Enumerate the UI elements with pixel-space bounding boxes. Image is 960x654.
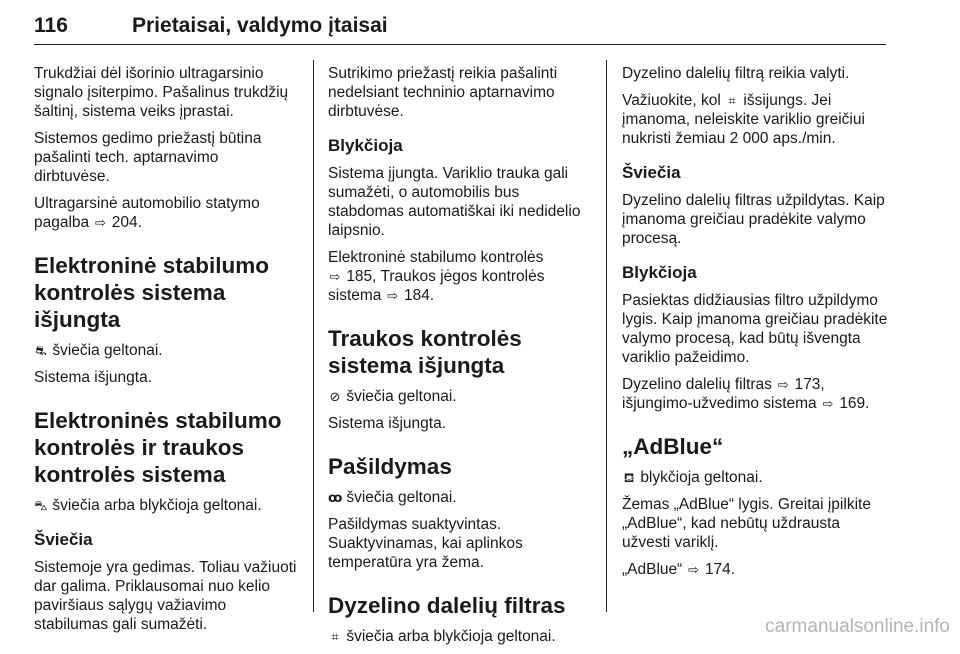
page-header — [34, 14, 886, 45]
esc-off-warning-icon: ⛐ — [35, 343, 47, 358]
paragraph: Dyzelino dalelių filtras užpildytas. Kaip įmanoma greičiau pradėkite valymo procesą. — [622, 192, 885, 247]
paragraph: Dyzelino dalelių filtrą reikia valyti. — [622, 65, 850, 82]
diesel-particle-filter-icon: ⌗ — [728, 93, 736, 108]
text: Ultragarsinė automobilio statymo pagalba — [34, 195, 260, 231]
paragraph: Sistemos gedimo priežastį būtina pašalinti tech. aptarnavimo dirbtuvėse. — [34, 130, 262, 185]
paragraph — [622, 560, 890, 579]
paragraph: Pasiektas didžiausias filtro užpildymo lygis. Kaip įmanoma greičiau pradėkite valymo procesą, kad būtų išvengta variklio pažeidimo. — [622, 292, 888, 366]
text: sistema — [328, 287, 382, 304]
page-reference[interactable]: 169. — [839, 395, 870, 412]
text: šviečia arba blykčioja geltonai. — [346, 628, 556, 645]
reference-arrow-icon: ⇨ — [95, 215, 106, 230]
running-title: Prietaisai, valdymo įtaisai — [132, 14, 388, 37]
text: išsijungs. Jei įmanoma, neleiskite variklio greičiui nukristi žemiau 2 000 aps./min. — [622, 92, 865, 147]
section-heading: Dyzelino dalelių filtras — [328, 593, 566, 618]
paragraph — [34, 194, 298, 232]
paragraph: Sutrikimo priežastį reikia pašalinti nedelsiant techninio aptarnavimo dirbtuvėse. — [328, 65, 558, 120]
subheading: Šviečia — [622, 163, 681, 182]
text: Dyzelino dalelių filtras — [622, 376, 772, 393]
paragraph — [34, 496, 298, 515]
diesel-particle-filter-icon: ⌗ — [331, 629, 339, 644]
reference-arrow-icon: ⇨ — [777, 377, 789, 392]
column-1 — [34, 64, 298, 642]
reference-arrow-icon: ⇨ — [329, 269, 341, 284]
section-heading: Traukos kontrolės sistema išjungta — [328, 326, 522, 378]
paragraph — [328, 387, 590, 406]
column-divider — [606, 60, 607, 612]
paragraph: Žemas „AdBlue“ lygis. Greitai įpilkite „AdBlue“, kad nebūtų uždrausta užvesti variklį. — [622, 496, 871, 551]
section-heading: „AdBlue“ — [622, 434, 724, 459]
paragraph: Sistema išjungta. — [328, 415, 447, 432]
column-3 — [622, 64, 890, 587]
page-number: 116 — [34, 14, 68, 37]
reference-arrow-icon: ⇨ — [688, 562, 700, 577]
column-2 — [328, 64, 590, 654]
reference-arrow-icon: ⇨ — [387, 288, 399, 303]
tc-off-warning-icon: ⊘ — [329, 389, 341, 404]
text: šviečia geltonai. — [52, 342, 163, 359]
paragraph — [328, 248, 590, 305]
text: šviečia geltonai. — [346, 388, 457, 405]
subheading: Blykčioja — [622, 263, 697, 282]
column-divider — [313, 60, 314, 612]
text: išjungimo-užvedimo sistema — [622, 395, 817, 412]
watermark: carmanualsonline.info — [765, 616, 950, 637]
paragraph: Sistema įjungta. Variklio trauka gali sumažėti, o automobilis bus stabdomas automatiškai iki nedidelio laipsnio. — [328, 165, 581, 239]
paragraph — [622, 375, 890, 413]
subheading: Blykčioja — [328, 136, 403, 155]
page-reference[interactable]: 173, — [794, 376, 825, 393]
text: Elektroninė stabilumo kontrolės — [328, 249, 544, 266]
adblue-icon: ⛾ — [623, 470, 635, 485]
subheading: Šviečia — [34, 530, 93, 549]
paragraph: Pašildymas suaktyvintas. Suaktyvinamas, kai aplinkos temperatūra yra žema. — [328, 516, 523, 571]
paragraph — [328, 488, 590, 507]
reference-arrow-icon: ⇨ — [822, 396, 834, 411]
paragraph: Sistema išjungta. — [34, 369, 153, 386]
text: blykčioja geltonai. — [640, 469, 763, 486]
esc-tc-warning-icon: ⛍ — [34, 498, 48, 513]
text: Važiuokite, kol — [622, 92, 721, 109]
section-heading: Elektroninė stabilumo kontrolės sistema išjungta — [34, 253, 270, 332]
page-reference[interactable]: 185, Traukos jėgos kontrolės — [346, 268, 545, 285]
section-heading: Pašildymas — [328, 454, 452, 479]
text: šviečia arba blykčioja geltonai. — [52, 497, 262, 514]
page-reference[interactable]: 204. — [111, 214, 142, 231]
paragraph: Sistemoje yra gedimas. Toliau važiuoti dar galima. Priklausomai nuo kelio paviršiaus sąlygų važiavimo stabilumas gali sumažėti. — [34, 559, 297, 633]
text: „AdBlue“ — [622, 561, 683, 578]
page-reference[interactable]: 184. — [404, 287, 435, 304]
paragraph — [622, 468, 890, 487]
section-heading: Elektroninės stabilumo kontrolės ir traukos kontrolės sistema — [34, 408, 282, 487]
text: šviečia geltonai. — [346, 489, 457, 506]
page-reference[interactable]: 174. — [704, 561, 736, 578]
paragraph — [622, 91, 890, 148]
glow-plug-icon: ꝏ — [328, 490, 343, 505]
paragraph — [328, 627, 590, 646]
paragraph: Trukdžiai dėl išorinio ultragarsinio signalo įsiterpimo. Pašalinus trukdžių šaltinį, sistema veiks įprastai. — [34, 65, 289, 120]
paragraph — [34, 341, 298, 360]
